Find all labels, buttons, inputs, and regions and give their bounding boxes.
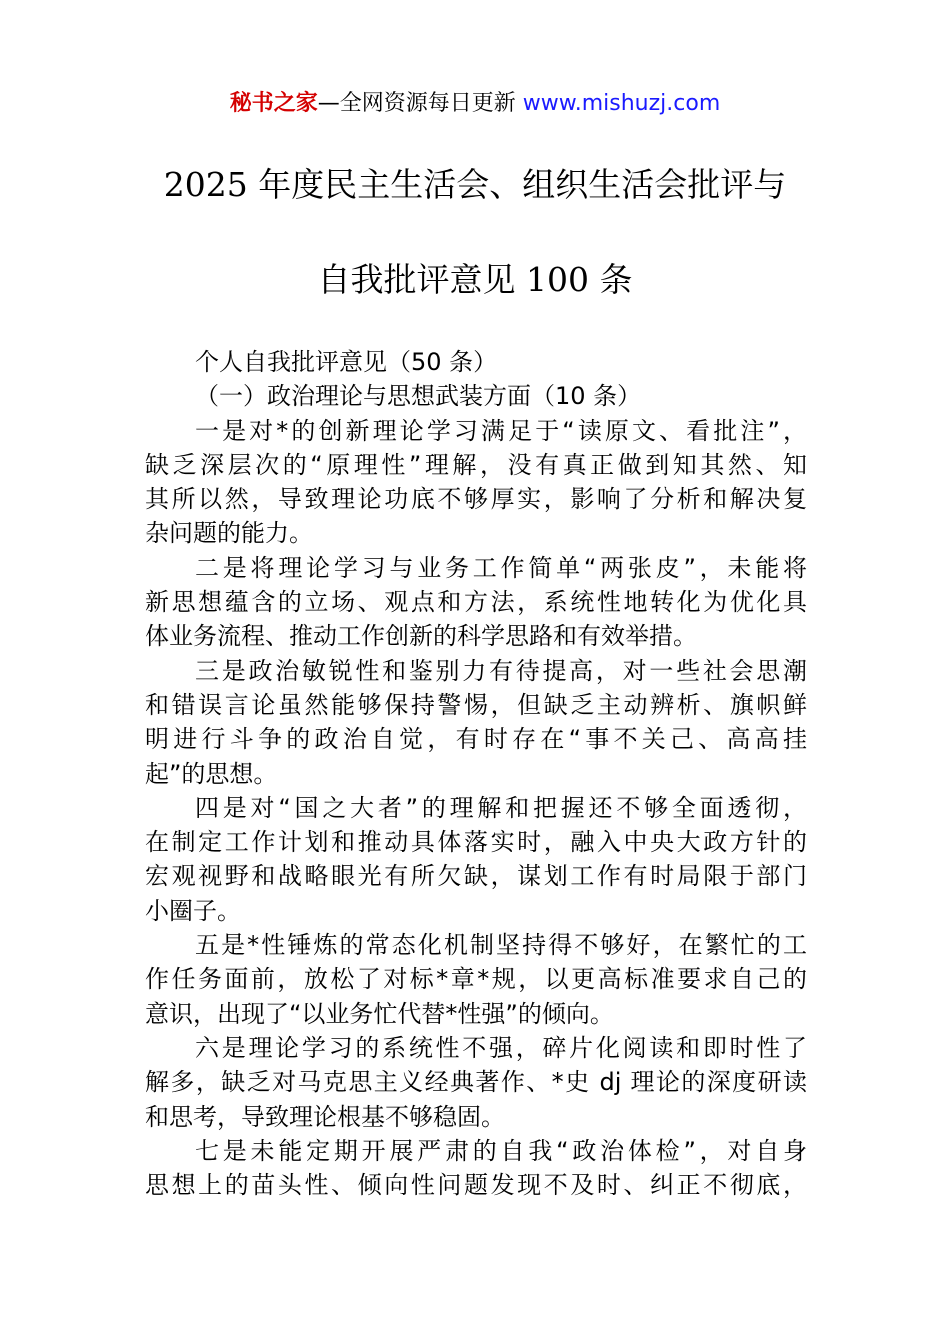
paragraph-line: 小圈子。 bbox=[145, 896, 241, 925]
paragraph-line: 二是将理论学习与业务工作简单“两张皮”，未能将 bbox=[195, 553, 807, 582]
paragraph-line: 其所以然，导致理论功底不够厚实，影响了分析和解决复 bbox=[145, 485, 807, 514]
paragraph-line: 在制定工作计划和推动具体落实时，融入中央大政方针的 bbox=[145, 828, 807, 857]
paragraph-line: 作任务面前，放松了对标*章*规，以更高标准要求自己的 bbox=[145, 965, 807, 994]
brand-name: 秘书之家 bbox=[229, 91, 318, 116]
document-body bbox=[145, 345, 807, 1202]
paragraph-line: 宏观视野和战略眼光有所欠缺，谋划工作有时局限于部门 bbox=[145, 862, 807, 891]
section-heading: 个人自我批评意见（50 条） bbox=[195, 348, 498, 376]
paragraph-line: 和思考，导致理论根基不够稳固。 bbox=[145, 1102, 505, 1131]
paragraph-line: 杂问题的能力。 bbox=[145, 519, 313, 548]
paragraph-line: 和错误言论虽然能够保持警惕，但缺乏主动辨析、旗帜鲜 bbox=[145, 690, 807, 719]
paragraph-line: 意识，出现了“以业务忙代替*性强”的倾向。 bbox=[145, 999, 614, 1028]
paragraph-line: 六是理论学习的系统性不强，碎片化阅读和即时性了 bbox=[195, 1033, 807, 1062]
subsection-heading: （一）政治理论与思想武装方面（10 条） bbox=[195, 382, 642, 411]
paragraph-line: 起”的思想。 bbox=[145, 759, 278, 788]
paragraph-line: 新思想蕴含的立场、观点和方法，系统性地转化为优化具 bbox=[145, 588, 807, 617]
paragraph-line: 解多，缺乏对马克思主义经典著作、*史 dj 理论的深度研读 bbox=[145, 1068, 807, 1097]
paragraph-line: 缺乏深层次的“原理性”理解，没有真正做到知其然、知 bbox=[145, 450, 807, 479]
paragraph-line: 思想上的苗头性、倾向性问题发现不及时、纠正不彻底， bbox=[145, 1171, 807, 1200]
paragraph-line: 五是*性锤炼的常态化机制坚持得不够好，在繁忙的工 bbox=[195, 931, 807, 960]
paragraph-line: 四是对“国之大者”的理解和把握还不够全面透彻， bbox=[195, 793, 807, 822]
paragraph-line: 一是对*的创新理论学习满足于“读原文、看批注”， bbox=[195, 416, 807, 445]
header-url-link[interactable]: www.mishuzj.com bbox=[522, 91, 721, 116]
paragraph-line: 体业务流程、推动工作创新的科学思路和有效举措。 bbox=[145, 622, 697, 651]
paragraph-line: 三是政治敏锐性和鉴别力有待提高，对一些社会思潮 bbox=[195, 656, 807, 685]
header-tagline: —全网资源每日更新 bbox=[317, 91, 516, 116]
document-title-line-2: 自我批评意见 100 条 bbox=[317, 260, 633, 299]
paragraph-line: 明进行斗争的政治自觉，有时存在“事不关己、高高挂 bbox=[145, 725, 807, 754]
site-header bbox=[0, 88, 950, 120]
document-title-line-1: 2025 年度民主生活会、组织生活会批评与 bbox=[163, 165, 787, 204]
paragraph-line: 七是未能定期开展严肃的自我“政治体检”，对自身 bbox=[195, 1136, 807, 1165]
